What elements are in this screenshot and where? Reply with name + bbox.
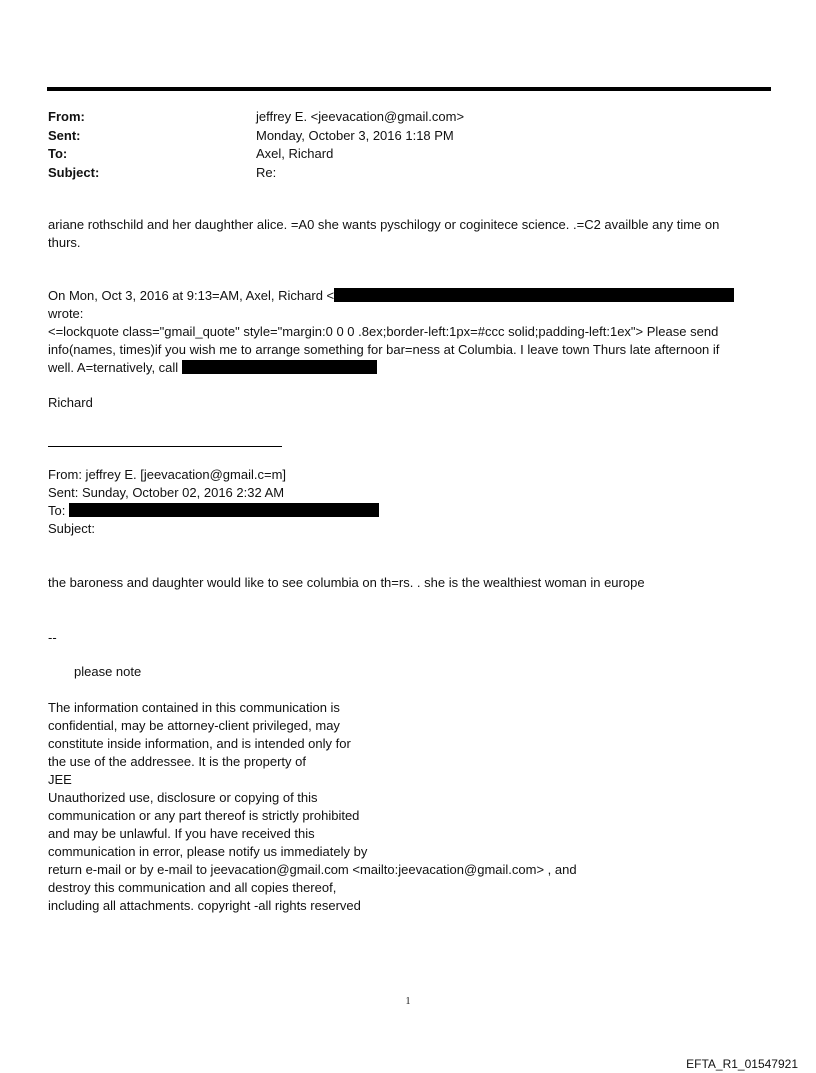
quote-line-call xyxy=(48,359,734,377)
message-body xyxy=(48,216,719,252)
fwd-subject: Subject: xyxy=(48,521,95,536)
quote-line: info(names, times)if you wish me to arrange something for bar=ness at Columbia. I leave town Thurs late afternoon if xyxy=(48,342,720,357)
quote-wrote: wrote: xyxy=(48,306,84,321)
please-note: please note xyxy=(74,664,142,679)
disclaimer-line: destroy this communication and all copies thereof, xyxy=(48,880,337,895)
disclaimer xyxy=(48,699,577,915)
disclaimer-line: the use of the addressee. It is the property of xyxy=(48,754,306,769)
fwd-sent: Sent: Sunday, October 02, 2016 2:32 AM xyxy=(48,485,285,500)
top-rule xyxy=(47,87,771,91)
to-label: To: xyxy=(48,146,68,161)
quote-on-line: On Mon, Oct 3, 2016 at 9:13=AM, Axel, Richard < xyxy=(48,288,335,303)
quote-line: <=lockquote class="gmail_quote" style="margin:0 0 0 .8ex;border-left:1px=#ccc solid;padding-left:1ex"> Please send xyxy=(48,324,719,339)
subject-label: Subject: xyxy=(48,164,100,180)
from-value: jeffrey E. <jeevacation@gmail.com> xyxy=(256,109,465,124)
forwarded-body: the baroness and daughter would like to see columbia on th=rs. . she is the wealthiest woman in europe xyxy=(48,575,645,590)
body-line: ariane rothschild and her daughther alice. =A0 she wants pyschilogy or coginitece science. .=C2 availble any time on xyxy=(48,217,720,232)
email-header xyxy=(48,108,464,182)
disclaimer-line: Unauthorized use, disclosure or copying of this xyxy=(48,790,318,805)
sent-label: Sent: xyxy=(48,127,81,143)
sig-dashes: -- xyxy=(48,630,57,645)
quote-line: well. A=ternatively, call xyxy=(48,360,182,375)
disclaimer-line: return e-mail or by e-mail to jeevacation@gmail.com <mailto:jeevacation@gmail.com> , and xyxy=(48,862,577,877)
from-label: From: xyxy=(48,109,85,124)
quoted-reply xyxy=(48,287,734,377)
redaction-bar xyxy=(334,288,734,302)
to-value: Axel, Richard xyxy=(256,146,334,161)
disclaimer-line: constitute inside information, and is intended only for xyxy=(48,736,351,751)
quote-attribution xyxy=(48,287,734,305)
fwd-from: From: jeffrey E. [jeevacation@gmail.c=m] xyxy=(48,467,287,482)
document-id: EFTA_R1_01547921 xyxy=(686,1057,798,1071)
forwarded-header xyxy=(48,466,379,538)
sent-row xyxy=(48,127,464,146)
to-row xyxy=(48,145,464,164)
disclaimer-line: and may be unlawful. If you have received this xyxy=(48,826,315,841)
fwd-to: To: xyxy=(48,503,69,518)
disclaimer-line: JEE xyxy=(48,772,72,787)
page-number: 1 xyxy=(405,996,411,1007)
sent-value: Monday, October 3, 2016 1:18 PM xyxy=(256,127,454,143)
from-row xyxy=(48,108,464,127)
disclaimer-line: including all attachments. copyright -all rights reserved xyxy=(48,898,361,913)
fwd-to-row xyxy=(48,502,379,520)
disclaimer-line: confidential, may be attorney-client privileged, may xyxy=(48,718,340,733)
body-line: thurs. xyxy=(48,235,81,250)
disclaimer-line: The information contained in this communication is xyxy=(48,700,340,715)
subject-value: Re: xyxy=(256,164,277,180)
signature: Richard xyxy=(48,395,93,410)
redaction-bar xyxy=(69,503,379,517)
redaction-bar xyxy=(182,360,377,374)
disclaimer-line: communication or any part thereof is strictly prohibited xyxy=(48,808,360,823)
disclaimer-line: communication in error, please notify us immediately by xyxy=(48,844,368,859)
separator-line xyxy=(48,446,282,447)
subject-row xyxy=(48,164,464,183)
